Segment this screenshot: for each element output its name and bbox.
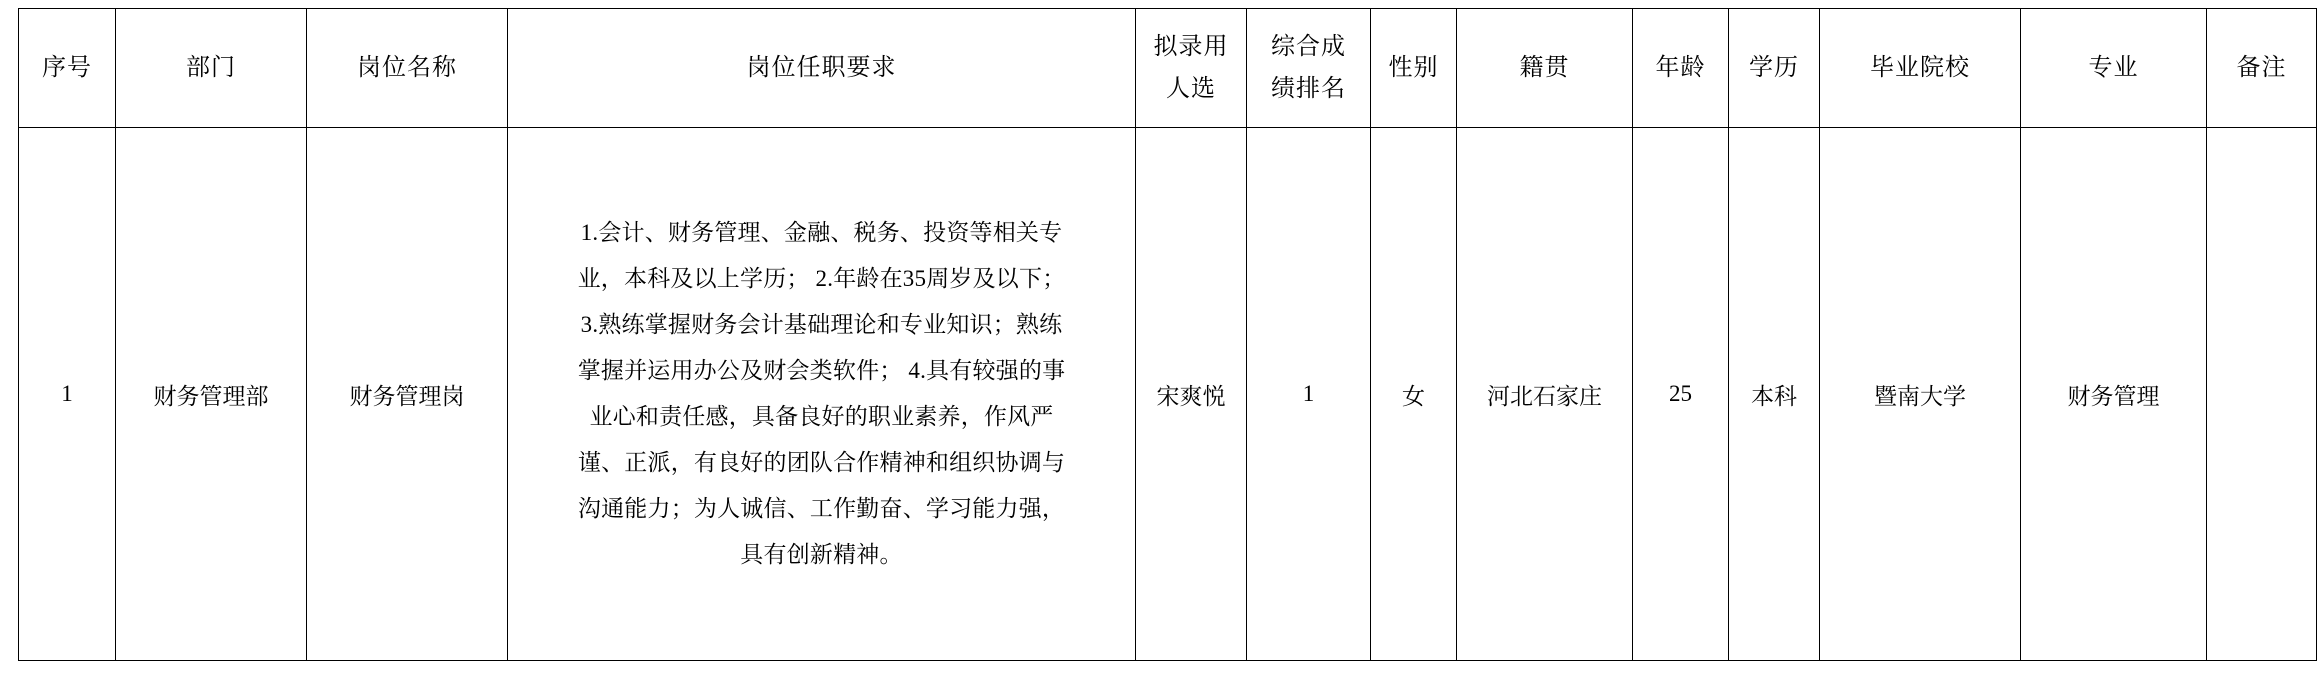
column-header-age: 年龄 <box>1633 9 1729 128</box>
cell-index: 1 <box>19 128 116 661</box>
cell-candidate: 宋爽悦 <box>1136 128 1247 661</box>
cell-origin: 河北石家庄 <box>1457 128 1633 661</box>
column-header-candidate-line1: 拟录用 <box>1153 34 1229 60</box>
requirement-line: 业，本科及以上学历； 2.年龄在35周岁及以下； <box>577 266 1066 291</box>
column-header-education: 学历 <box>1729 9 1820 128</box>
column-header-rank-line2: 绩排名 <box>1271 76 1346 102</box>
requirement-line: 1.会计、财务管理、金融、税务、投资等相关专 <box>580 220 1063 245</box>
column-header-school: 毕业院校 <box>1820 9 2021 128</box>
requirement-line: 谨、正派，有良好的团队合作精神和组织协调与 <box>577 450 1066 475</box>
column-header-requirements: 岗位任职要求 <box>508 9 1136 128</box>
cell-department: 财务管理部 <box>116 128 307 661</box>
table-row <box>19 128 2317 661</box>
cell-requirements <box>508 128 1136 661</box>
column-header-note: 备注 <box>2207 9 2317 128</box>
cell-age: 25 <box>1633 128 1729 661</box>
column-header-position: 岗位名称 <box>307 9 508 128</box>
cell-note <box>2207 128 2317 661</box>
cell-gender: 女 <box>1371 128 1457 661</box>
column-header-index: 序号 <box>19 9 116 128</box>
column-header-rank-line1: 综合成 <box>1271 34 1346 60</box>
column-header-gender: 性别 <box>1371 9 1457 128</box>
column-header-major: 专业 <box>2021 9 2207 128</box>
column-header-origin: 籍贯 <box>1457 9 1633 128</box>
column-header-department: 部门 <box>116 9 307 128</box>
requirement-line: 业心和责任感，具备良好的职业素养，作风严 <box>589 404 1054 429</box>
requirement-line: 具有创新精神。 <box>740 542 903 567</box>
column-header-candidate <box>1136 9 1247 128</box>
cell-education: 本科 <box>1729 128 1820 661</box>
recruitment-table <box>18 8 2317 661</box>
column-header-rank <box>1247 9 1371 128</box>
cell-school: 暨南大学 <box>1820 128 2021 661</box>
table-header <box>19 9 2317 128</box>
column-header-candidate-line2: 人选 <box>1166 76 1216 102</box>
requirement-line: 掌握并运用办公及财会类软件； 4.具有较强的事 <box>577 358 1066 383</box>
requirement-line: 沟通能力；为人诚信、工作勤奋、学习能力强， <box>577 496 1066 521</box>
cell-position: 财务管理岗 <box>307 128 508 661</box>
requirement-line: 3.熟练掌握财务会计基础理论和专业知识；熟练 <box>580 312 1063 337</box>
table-body <box>19 128 2317 661</box>
table-header-row <box>19 9 2317 128</box>
cell-major: 财务管理 <box>2021 128 2207 661</box>
cell-rank: 1 <box>1247 128 1371 661</box>
